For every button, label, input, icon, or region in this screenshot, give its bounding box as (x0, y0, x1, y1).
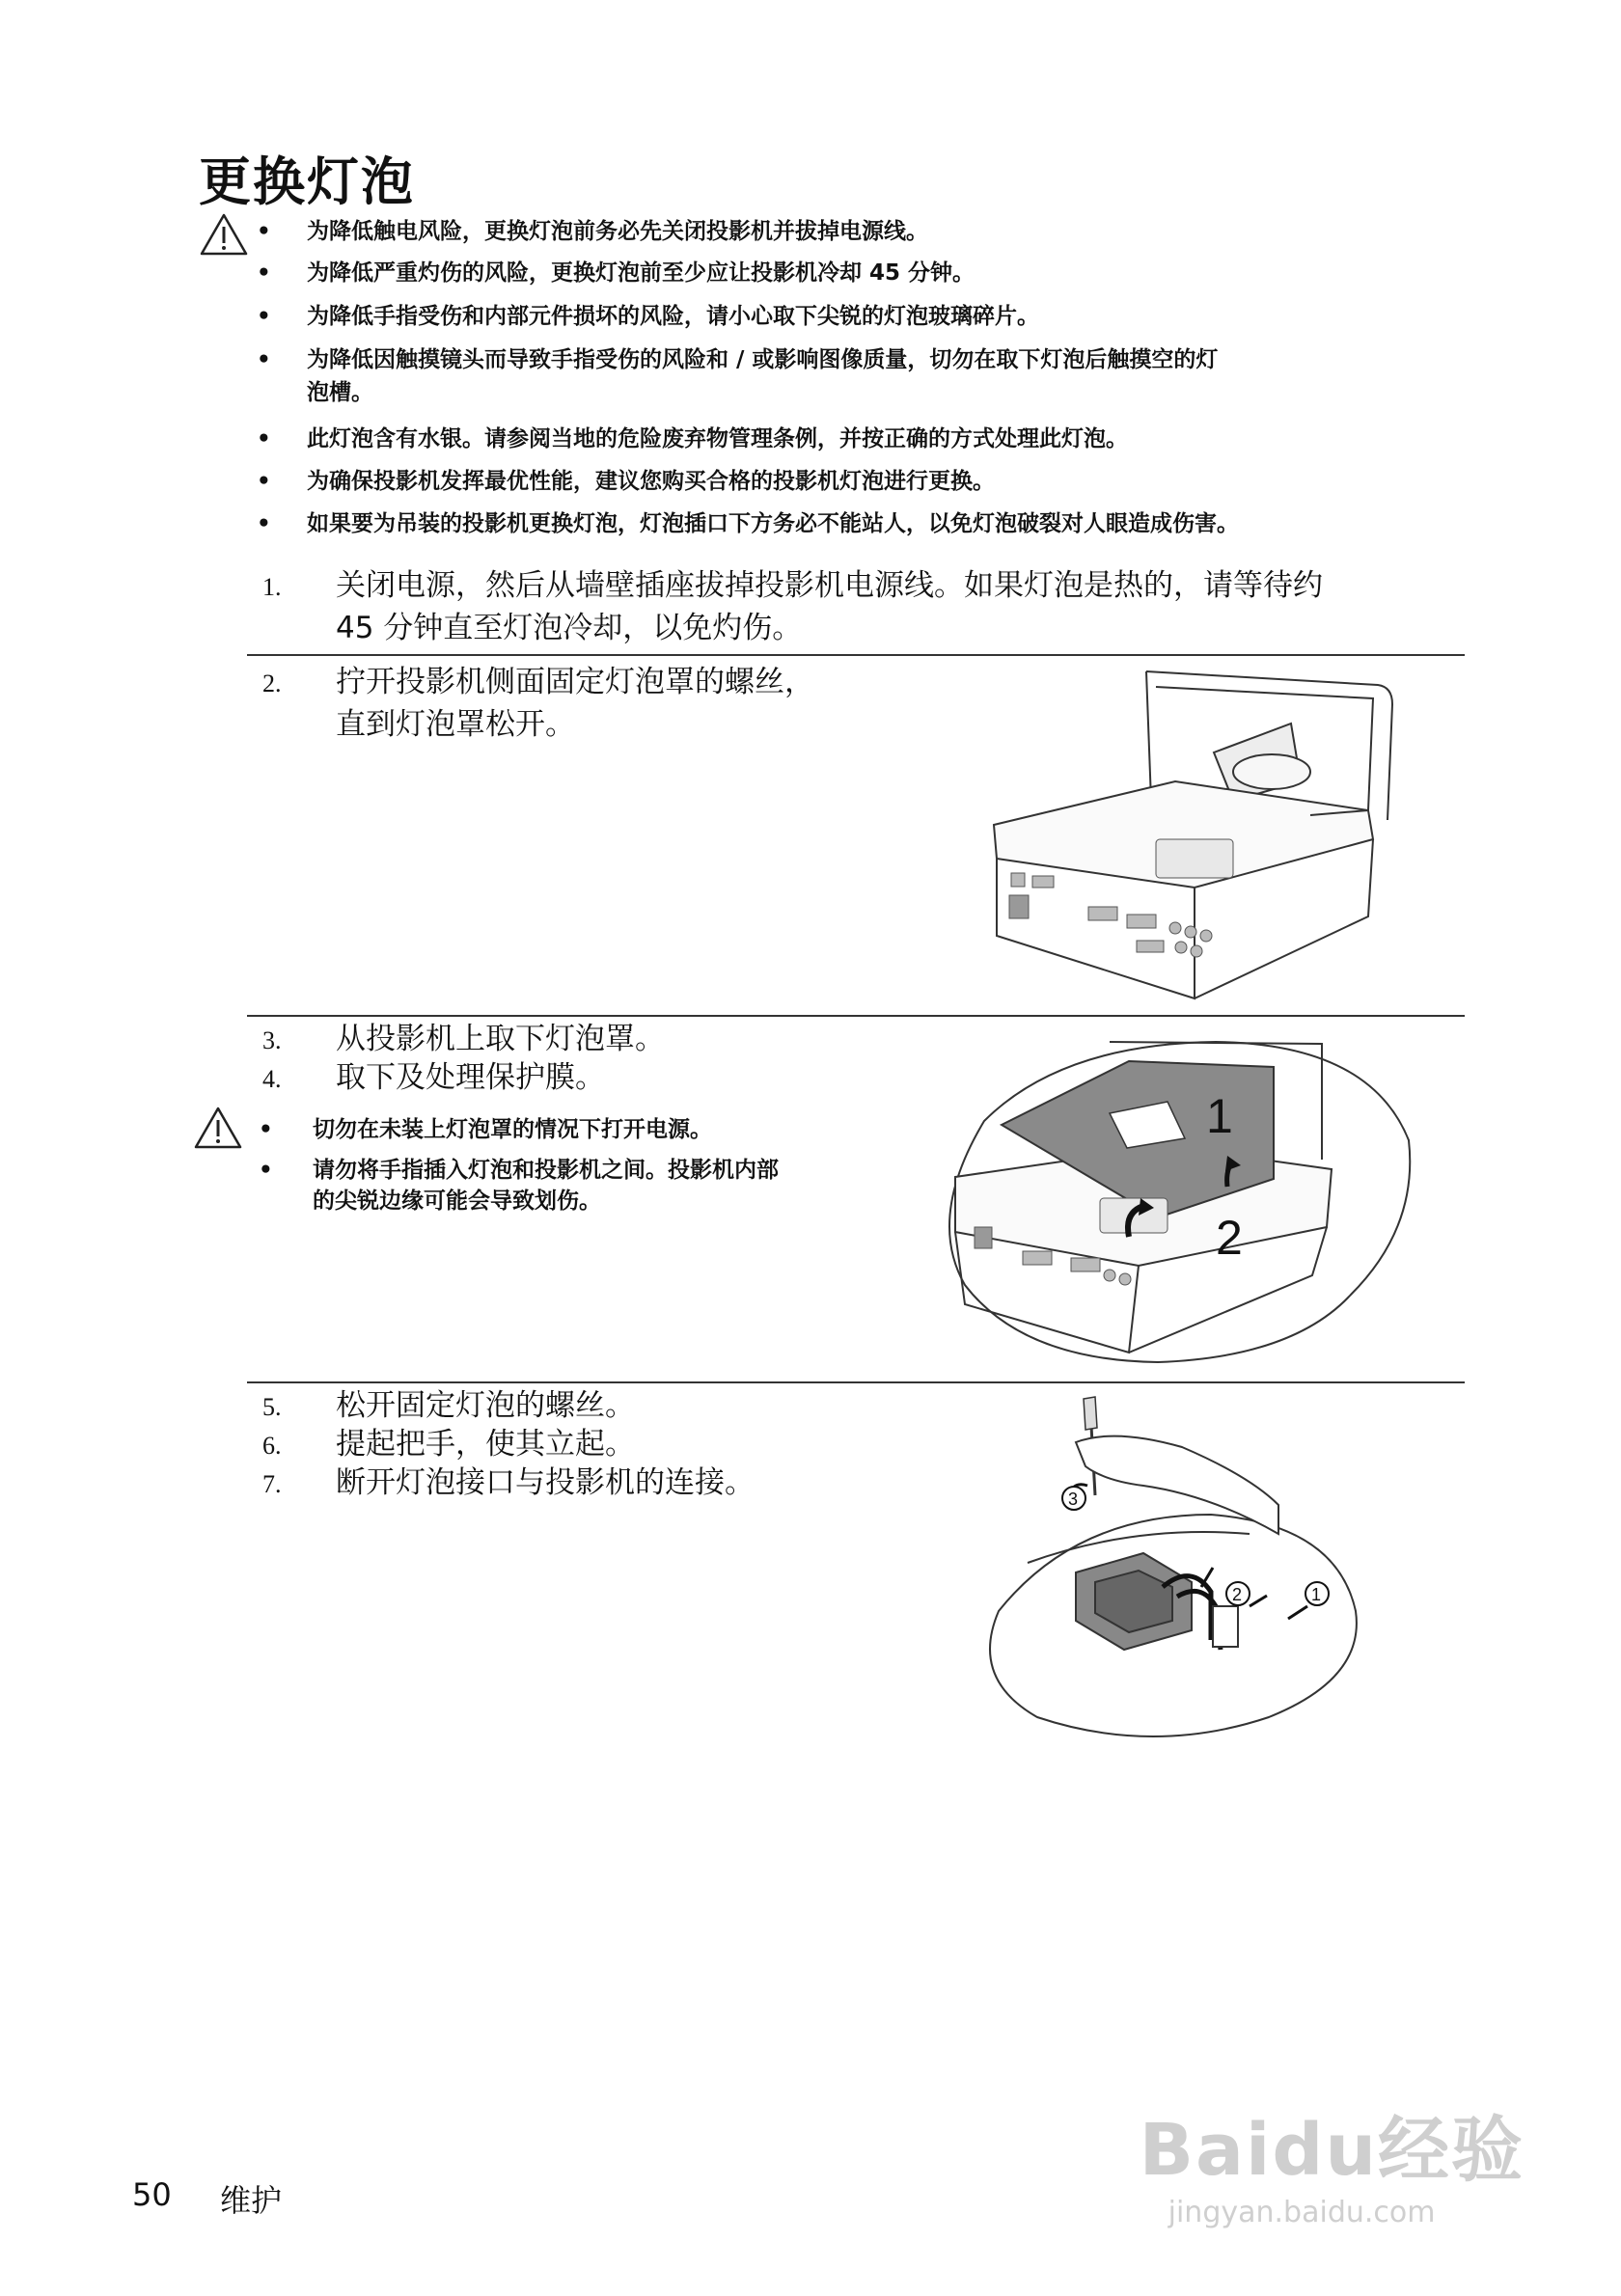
step-text-line2: 直到灯泡罩松开。 (336, 707, 575, 742)
callout-3: 3 (1068, 1490, 1079, 1509)
step-number: 6. (262, 1432, 282, 1460)
page-number: 50 (132, 2176, 172, 2213)
warning-text: 为降低手指受伤和内部元件损坏的风险，请小心取下尖锐的灯泡玻璃碎片。 (307, 304, 1039, 329)
step-2 (262, 662, 1034, 749)
watermark-main: Baidu经验 (1139, 2109, 1525, 2192)
warning-text: 为降低触电风险，更换灯泡前务必先关闭投影机并拔掉电源线。 (307, 219, 928, 244)
warning-text: 为确保投影机发挥最优性能，建议您购买合格的投影机灯泡进行更换。 (307, 469, 995, 494)
bullet: • (257, 260, 271, 286)
bullet: • (259, 1117, 273, 1142)
warning-triangle-icon (193, 1106, 243, 1150)
warning-triangle-icon (199, 212, 249, 257)
warning-text: 为降低因触摸镜头而导致手指受伤的风险和 / 或影响图像质量，切勿在取下灯泡后触摸空的灯 (307, 347, 1219, 372)
callout-1: 1 (1311, 1585, 1322, 1604)
warning-text: 此灯泡含有水银。请参阅当地的危险废弃物管理条例，并按正确的方式处理此灯泡。 (307, 426, 1128, 451)
step-text: 关闭电源，然后从墙壁插座拔掉投影机电源线。如果灯泡是热的，请等待约 (336, 568, 1323, 603)
step-number: 7. (262, 1470, 282, 1498)
warning-text: 的尖锐边缘可能会导致划伤。 (313, 1189, 601, 1214)
step-text: 从投影机上取下灯泡罩。 (336, 1022, 665, 1056)
bullet: • (257, 511, 271, 536)
step-1 (262, 565, 1469, 652)
step-6 (262, 1424, 880, 1464)
page-title: 更换灯泡 (199, 151, 415, 212)
step-4 (262, 1057, 841, 1098)
step-number: 5. (262, 1393, 282, 1421)
divider (247, 654, 1465, 656)
warning-text: 请勿将手指插入灯泡和投影机之间。投影机内部 (313, 1158, 779, 1183)
lamp-cover-removal-illustration (926, 1034, 1418, 1370)
bullet: • (257, 347, 271, 372)
step-number: 4. (262, 1065, 282, 1093)
bullet: • (259, 1158, 273, 1183)
step-number: 2. (262, 670, 282, 697)
step-3 (262, 1019, 841, 1059)
bullet: • (257, 426, 271, 451)
bullet: • (257, 469, 271, 494)
section-name: 维护 (220, 2182, 283, 2219)
step-text: 拧开投影机侧面固定灯泡罩的螺丝， (336, 665, 814, 699)
divider (247, 1015, 1465, 1017)
lamp-removal-illustration (960, 1389, 1375, 1775)
step-text: 断开灯泡接口与投影机的连接。 (336, 1465, 755, 1500)
step-7 (262, 1462, 880, 1503)
warning-text: 泡槽。 (307, 380, 373, 405)
warning-text: 为降低严重灼伤的风险，更换灯泡前至少应让投影机冷却 45 分钟。 (307, 260, 975, 286)
step-number: 1. (262, 573, 282, 601)
callout-1: 1 (1206, 1089, 1233, 1143)
step-number: 3. (262, 1026, 282, 1054)
projector-illustration (982, 666, 1416, 1013)
step-text: 取下及处理保护膜。 (336, 1060, 605, 1095)
step-text: 提起把手，使其立起。 (336, 1427, 635, 1462)
step-text-line2: 45 分钟直至灯泡冷却，以免灼伤。 (336, 611, 803, 645)
watermark (1140, 2093, 1525, 2229)
watermark-sub: jingyan.baidu.com (1168, 2196, 1436, 2229)
step-5 (262, 1385, 880, 1426)
callout-2: 2 (1216, 1211, 1243, 1265)
warning-text: 切勿在未装上灯泡罩的情况下打开电源。 (313, 1117, 712, 1142)
step-text: 松开固定灯泡的螺丝。 (336, 1388, 635, 1423)
bullet: • (257, 219, 271, 244)
callout-2: 2 (1232, 1585, 1243, 1604)
divider (247, 1381, 1465, 1383)
bullet: • (257, 304, 271, 329)
warning-text: 如果要为吊装的投影机更换灯泡，灯泡插口下方务必不能站人，以免灯泡破裂对人眼造成伤害。 (307, 511, 1239, 536)
